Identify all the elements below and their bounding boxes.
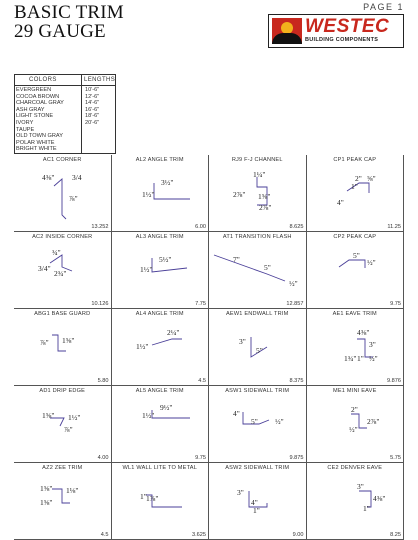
dimension-label: 2⅞" [233,190,246,199]
trim-profile-cell [209,232,307,309]
trim-profile-drawing [112,155,210,232]
trim-profile-drawing [307,155,405,232]
trim-profile-cell [209,386,307,463]
trim-stretch-out: 8.25 [390,532,401,538]
color-item: CHARCOAL GRAY [16,100,64,107]
trim-profile-drawing [112,232,210,309]
trim-name: AD1 DRIP EDGE [39,388,86,394]
color-item: LIGHT STONE [16,113,54,120]
dimension-label: 1" [362,504,370,513]
trim-profile-line [339,260,365,268]
trim-name: ABG1 BASE GUARD [34,311,91,317]
dimension-label: ½" [366,258,376,267]
dimension-label: 4" [251,498,258,507]
trim-profile-drawing [307,232,405,309]
trim-profile-cell [112,463,210,540]
trim-profile-drawing [307,386,405,463]
trim-profile-drawing [307,463,405,540]
trim-profile-line [54,179,66,219]
dimension-label: 1⅝" [258,192,271,201]
dimension-label: 1⅞" [145,494,158,503]
lengths-header: LENGTHS [84,77,116,83]
trim-name: AC1 CORNER [42,157,82,163]
trim-stretch-out: 9.75 [195,455,206,461]
dimension-label: ½" [289,279,298,288]
dimension-label: 1½" [68,413,81,422]
trim-profile-line [214,255,285,281]
dimension-label: 4" [233,409,240,418]
trim-profile-cell [307,463,405,540]
dimension-label: 2⅞" [366,417,379,426]
trim-stretch-out: 12.857 [286,301,304,307]
dimension-label: 5" [251,417,258,426]
dimension-label: 9½" [159,403,172,412]
dimension-label: 1¾" [343,354,356,363]
trim-name: AEW1 ENDWALL TRIM [225,311,289,317]
dimension-label: 2¾" [54,269,67,278]
trim-name: CE2 DENVER EAVE [327,465,383,471]
dimension-label: 1⅝" [42,411,55,420]
colors-lengths-table [14,74,116,154]
trim-profile-line [152,339,182,345]
length-item: 16'-6" [85,106,100,113]
trim-profile-drawing [14,309,112,386]
page-title-line1: BASIC TRIM [14,2,124,23]
trim-profile-cell [307,232,405,309]
trim-profile-cell [307,386,405,463]
length-item: 12'-6" [85,93,100,100]
dimension-label: ⅞" [64,425,73,434]
dimension-label: ⅞" [69,194,78,203]
page-number: PAGE 1 [363,2,404,12]
lengths-list [85,87,99,127]
color-item: TAUPE [16,126,35,133]
trim-profile-drawing [14,232,112,309]
dimension-label: 1" [356,354,364,363]
trim-stretch-out: 5.75 [390,455,401,461]
trim-profile-drawing [14,463,112,540]
page-title-line2: 29 GAUGE [14,21,106,42]
dimension-label: 2" [350,405,358,414]
dimension-label: 2" [354,174,362,183]
dimension-label: 5" [264,263,271,272]
trim-profile-cell [209,309,307,386]
trim-profile-drawing [112,386,210,463]
dimension-label: 4⅜" [42,173,55,182]
trim-profile-cell [14,155,112,232]
trim-stretch-out: 13.252 [91,224,109,230]
trim-name: AL3 ANGLE TRIM [135,234,184,240]
dimension-label: ⅝" [366,174,376,183]
dimension-label: ½" [275,417,284,426]
trim-name: AZ2 ZEE TRIM [42,465,83,471]
dimension-label: 5" [352,251,360,260]
trim-stretch-out: 4.5 [198,378,206,384]
trim-profile-cell [14,463,112,540]
trim-profile-cell [209,463,307,540]
dimension-label: 2¼" [166,328,179,337]
trim-stretch-out: 8.375 [289,378,304,384]
length-item: 18'-6" [85,113,100,120]
trim-name: AT1 TRANSITION FLASH [222,234,292,240]
trim-stretch-out: 9.876 [387,378,401,384]
trim-profile-drawing [209,463,307,540]
dimension-label: 1½" [141,190,154,199]
trim-stretch-out: 11.25 [387,224,401,230]
dimension-label: ½" [368,354,378,363]
trim-profile-cell [14,232,112,309]
trim-name: AL4 ANGLE TRIM [135,311,184,317]
trim-stretch-out: 5.80 [97,378,109,384]
dimension-label: 1⅝" [40,484,53,493]
dimension-label: 7" [233,255,240,264]
trim-profile-cell [14,386,112,463]
dimension-label: ⅞" [40,338,49,347]
color-item: COCOA BROWN [16,93,60,100]
trim-profile-cell [112,232,210,309]
length-item: 20'-6" [85,119,100,126]
color-item: POLAR WHITE [16,139,55,146]
logo-tagline: BUILDING COMPONENTS [305,37,379,43]
trim-profile-drawing [209,386,307,463]
logo-wordmark: WESTEC [305,16,390,37]
trim-stretch-out: 8.625 [289,224,304,230]
dimension-label: 1¼" [253,170,266,179]
colors-header: COLORS [29,77,57,83]
dimension-label: 2⅞" [259,203,272,212]
dimension-label: 1" [139,492,147,501]
color-item: IVORY [16,119,34,126]
trim-name: CP1 PEAK CAP [333,157,377,163]
trim-stretch-out: 3.625 [192,532,206,538]
trim-profile-cell [112,155,210,232]
trim-profile-cell [307,155,405,232]
trim-profile-cell [112,309,210,386]
trim-name: AE1 EAVE TRIM [332,311,377,317]
dimension-label: 4" [336,198,344,207]
trim-profile-drawing [209,309,307,386]
trim-profile-cell [307,309,405,386]
trim-stretch-out: 10.126 [91,301,109,307]
dimension-label: ½" [348,425,358,434]
trim-name: ME1 MINI EAVE [332,388,377,394]
trim-profile-drawing [112,463,210,540]
length-item: 14'-6" [85,100,100,107]
trim-stretch-out: 9.875 [289,455,304,461]
trim-profile-drawing [14,386,112,463]
trim-stretch-out: 4.00 [97,455,109,461]
dimension-label: 3/4 [72,173,82,182]
dimension-label: 4⅜" [356,328,369,337]
dimension-label: 3" [356,482,364,491]
dimension-label: 1½" [141,411,154,420]
trim-profile-drawing [209,155,307,232]
color-item: ASH GRAY [16,106,45,113]
westec-logo [268,14,404,48]
trim-name: CP2 PEAK CAP [333,234,377,240]
trim-name: AC2 INSIDE CORNER [32,234,93,240]
color-item: OLD TOWN GRAY [16,133,63,140]
color-item: EVERGREEN [16,87,52,93]
trim-stretch-out: 4.5 [100,532,109,538]
trim-profile-cell [112,386,210,463]
trim-profile-grid [14,155,404,540]
dimension-label: 1⅝" [62,336,75,345]
dimension-label: 1½" [139,265,152,274]
dimension-label: ¾" [52,248,61,257]
trim-profile-cell [209,155,307,232]
trim-profile-drawing [307,309,405,386]
dimension-label: 1⅝" [40,498,53,507]
trim-name: ASW2 SIDEWALL TRIM [225,465,290,471]
trim-profile-cell [14,309,112,386]
trim-name: AL2 ANGLE TRIM [135,157,184,163]
trim-name: WL1 WALL LITE TO METAL [122,465,198,471]
dimension-label: 3½" [160,178,173,187]
dimension-label: 1½" [135,342,148,351]
dimension-label: 3/4" [38,264,51,273]
dimension-label: 3" [368,340,376,349]
length-item: 10'-6" [85,87,100,93]
trim-profile-drawing [14,155,112,232]
trim-name: AL5 ANGLE TRIM [135,388,184,394]
trim-profile-drawing [112,309,210,386]
trim-profile-drawing [209,232,307,309]
dimension-label: 5" [256,346,263,355]
color-item: BRIGHT WHITE [16,146,57,153]
trim-name: ASW1 SIDEWALL TRIM [225,388,290,394]
trim-stretch-out: 6.00 [195,224,206,230]
trim-name: RJ9 F-J CHANNEL [231,157,283,163]
trim-stretch-out: 9.75 [390,301,401,307]
trim-stretch-out: 7.75 [195,301,206,307]
dimension-label: 1" [253,506,260,515]
trim-stretch-out: 9.00 [292,532,304,538]
colors-list [16,87,64,153]
dimension-label: 1⅛" [66,486,79,495]
dimension-label: 3" [237,488,244,497]
dimension-label: 5½" [158,255,171,264]
dimension-label: 1" [350,182,358,191]
dimension-label: 3" [239,337,246,346]
sunrise-logo-icon [272,18,302,44]
dimension-label: 4⅜" [372,494,385,503]
